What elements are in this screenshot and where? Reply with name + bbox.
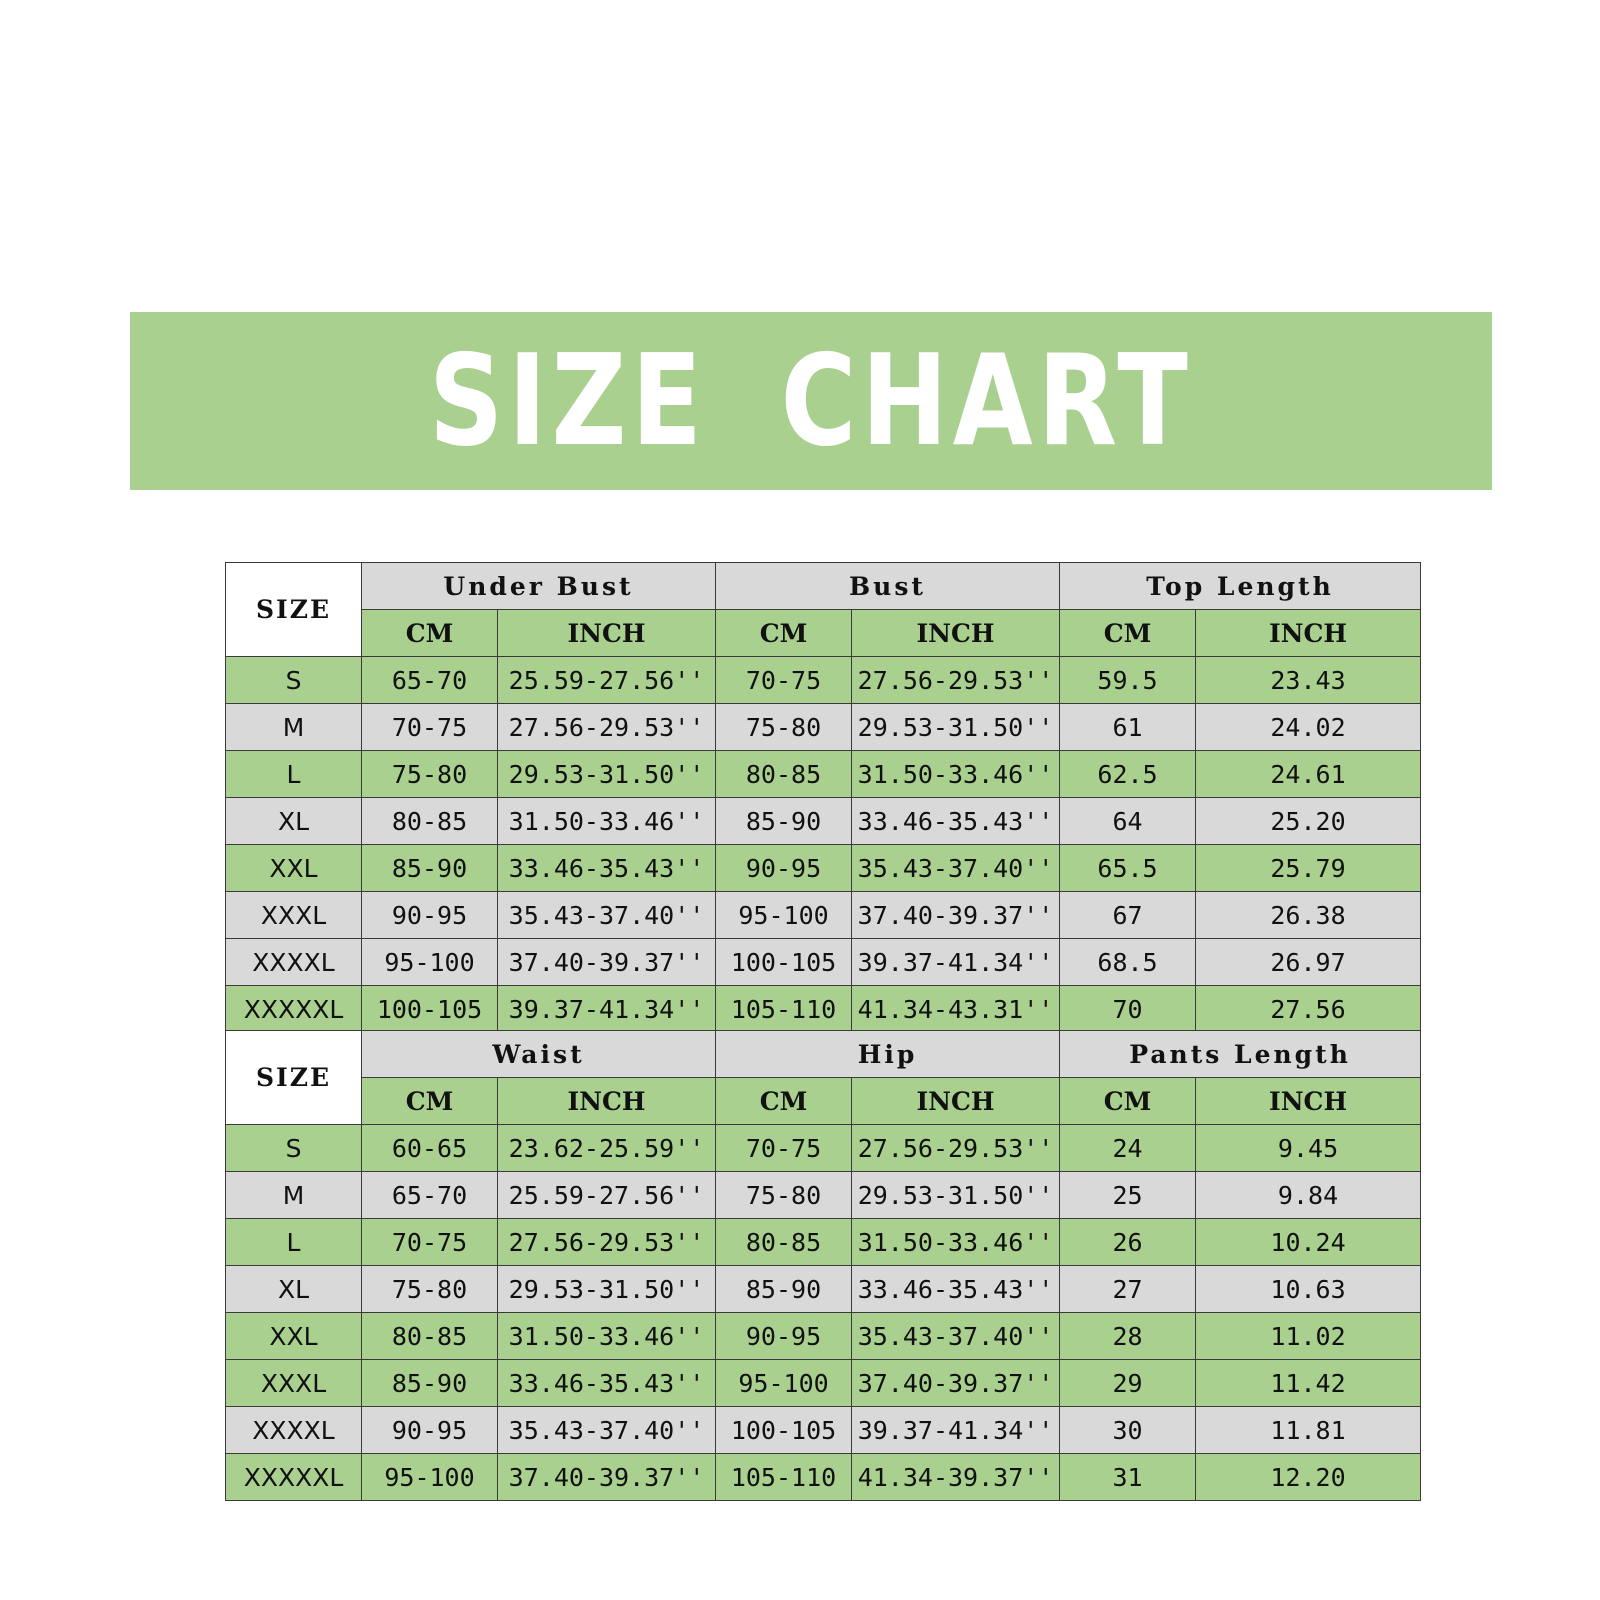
size-cell: M	[226, 1172, 362, 1219]
under-bust-inch-cell: 25.59-27.56''	[498, 657, 716, 704]
under-bust-cm-cell: 80-85	[362, 798, 498, 845]
top-length-inch-cell: 26.97	[1196, 939, 1421, 986]
bust-inch-cell: 33.46-35.43''	[852, 798, 1060, 845]
unit-header-inch: INCH	[1196, 1078, 1421, 1125]
size-header: SIZE	[226, 563, 362, 657]
bust-cm-cell: 75-80	[716, 704, 852, 751]
hip-cm-cell: 95-100	[716, 1360, 852, 1407]
under-bust-inch-cell: 37.40-39.37''	[498, 939, 716, 986]
under-bust-inch-cell: 31.50-33.46''	[498, 798, 716, 845]
group-header-under-bust: Under Bust	[362, 563, 716, 610]
size-cell: S	[226, 657, 362, 704]
unit-header-inch: INCH	[1196, 610, 1421, 657]
size-table-upper	[225, 562, 1421, 1033]
table-row	[226, 892, 1421, 939]
pants-length-cm-cell: 24	[1060, 1125, 1196, 1172]
under-bust-cm-cell: 90-95	[362, 892, 498, 939]
top-length-cm-cell: 65.5	[1060, 845, 1196, 892]
table-row	[226, 1360, 1421, 1407]
unit-header-cm: CM	[1060, 1078, 1196, 1125]
waist-inch-cell: 31.50-33.46''	[498, 1313, 716, 1360]
table-row	[226, 986, 1421, 1033]
hip-cm-cell: 80-85	[716, 1219, 852, 1266]
waist-cm-cell: 60-65	[362, 1125, 498, 1172]
size-header: SIZE	[226, 1031, 362, 1125]
size-cell: XXXXXL	[226, 986, 362, 1033]
unit-header-cm: CM	[1060, 610, 1196, 657]
top-length-inch-cell: 24.61	[1196, 751, 1421, 798]
unit-header-inch: INCH	[498, 1078, 716, 1125]
table-row	[226, 1407, 1421, 1454]
top-length-cm-cell: 59.5	[1060, 657, 1196, 704]
hip-cm-cell: 75-80	[716, 1172, 852, 1219]
pants-length-inch-cell: 11.42	[1196, 1360, 1421, 1407]
pants-length-inch-cell: 11.02	[1196, 1313, 1421, 1360]
table-row	[226, 704, 1421, 751]
bust-inch-cell: 37.40-39.37''	[852, 892, 1060, 939]
bust-inch-cell: 41.34-43.31''	[852, 986, 1060, 1033]
top-length-cm-cell: 67	[1060, 892, 1196, 939]
top-length-inch-cell: 27.56	[1196, 986, 1421, 1033]
size-cell: S	[226, 1125, 362, 1172]
hip-inch-cell: 39.37-41.34''	[852, 1407, 1060, 1454]
top-length-cm-cell: 61	[1060, 704, 1196, 751]
hip-cm-cell: 105-110	[716, 1454, 852, 1501]
table-row	[226, 1313, 1421, 1360]
hip-cm-cell: 100-105	[716, 1407, 852, 1454]
group-header-pants-length: Pants Length	[1060, 1031, 1421, 1078]
size-cell: M	[226, 704, 362, 751]
size-cell: XL	[226, 1266, 362, 1313]
hip-inch-cell: 37.40-39.37''	[852, 1360, 1060, 1407]
group-header-bust: Bust	[716, 563, 1060, 610]
bust-cm-cell: 100-105	[716, 939, 852, 986]
under-bust-cm-cell: 85-90	[362, 845, 498, 892]
waist-cm-cell: 85-90	[362, 1360, 498, 1407]
table-row	[226, 657, 1421, 704]
size-cell: L	[226, 1219, 362, 1266]
under-bust-inch-cell: 39.37-41.34''	[498, 986, 716, 1033]
under-bust-cm-cell: 65-70	[362, 657, 498, 704]
banner-title: SIZE CHART	[429, 327, 1193, 474]
group-header-waist: Waist	[362, 1031, 716, 1078]
under-bust-cm-cell: 100-105	[362, 986, 498, 1033]
bust-inch-cell: 27.56-29.53''	[852, 657, 1060, 704]
unit-header-cm: CM	[362, 610, 498, 657]
table-row	[226, 1266, 1421, 1313]
size-cell: L	[226, 751, 362, 798]
waist-cm-cell: 70-75	[362, 1219, 498, 1266]
size-cell: XXXL	[226, 892, 362, 939]
pants-length-inch-cell: 9.84	[1196, 1172, 1421, 1219]
top-length-cm-cell: 64	[1060, 798, 1196, 845]
unit-header-inch: INCH	[852, 610, 1060, 657]
group-header-top-length: Top Length	[1060, 563, 1421, 610]
size-chart-banner	[130, 312, 1492, 490]
waist-cm-cell: 75-80	[362, 1266, 498, 1313]
hip-inch-cell: 35.43-37.40''	[852, 1313, 1060, 1360]
waist-cm-cell: 90-95	[362, 1407, 498, 1454]
waist-cm-cell: 65-70	[362, 1172, 498, 1219]
waist-inch-cell: 33.46-35.43''	[498, 1360, 716, 1407]
table-row	[226, 939, 1421, 986]
hip-cm-cell: 90-95	[716, 1313, 852, 1360]
bust-inch-cell: 35.43-37.40''	[852, 845, 1060, 892]
pants-length-cm-cell: 25	[1060, 1172, 1196, 1219]
hip-inch-cell: 27.56-29.53''	[852, 1125, 1060, 1172]
waist-cm-cell: 80-85	[362, 1313, 498, 1360]
bust-inch-cell: 39.37-41.34''	[852, 939, 1060, 986]
top-length-inch-cell: 25.79	[1196, 845, 1421, 892]
waist-inch-cell: 29.53-31.50''	[498, 1266, 716, 1313]
waist-cm-cell: 95-100	[362, 1454, 498, 1501]
unit-header-inch: INCH	[852, 1078, 1060, 1125]
under-bust-inch-cell: 29.53-31.50''	[498, 751, 716, 798]
waist-inch-cell: 25.59-27.56''	[498, 1172, 716, 1219]
unit-header-inch: INCH	[498, 610, 716, 657]
pants-length-cm-cell: 30	[1060, 1407, 1196, 1454]
top-length-cm-cell: 68.5	[1060, 939, 1196, 986]
hip-cm-cell: 70-75	[716, 1125, 852, 1172]
under-bust-cm-cell: 95-100	[362, 939, 498, 986]
pants-length-cm-cell: 27	[1060, 1266, 1196, 1313]
top-length-cm-cell: 62.5	[1060, 751, 1196, 798]
top-length-inch-cell: 25.20	[1196, 798, 1421, 845]
table-row	[226, 798, 1421, 845]
table-row	[226, 1172, 1421, 1219]
unit-header-cm: CM	[716, 610, 852, 657]
group-header-hip: Hip	[716, 1031, 1060, 1078]
bust-inch-cell: 29.53-31.50''	[852, 704, 1060, 751]
waist-inch-cell: 23.62-25.59''	[498, 1125, 716, 1172]
under-bust-inch-cell: 33.46-35.43''	[498, 845, 716, 892]
pants-length-cm-cell: 26	[1060, 1219, 1196, 1266]
unit-header-cm: CM	[362, 1078, 498, 1125]
top-length-inch-cell: 23.43	[1196, 657, 1421, 704]
table-row	[226, 845, 1421, 892]
pants-length-cm-cell: 29	[1060, 1360, 1196, 1407]
size-cell: XXXXL	[226, 1407, 362, 1454]
hip-inch-cell: 31.50-33.46''	[852, 1219, 1060, 1266]
bust-cm-cell: 80-85	[716, 751, 852, 798]
under-bust-cm-cell: 75-80	[362, 751, 498, 798]
size-cell: XXL	[226, 1313, 362, 1360]
bust-cm-cell: 95-100	[716, 892, 852, 939]
pants-length-inch-cell: 11.81	[1196, 1407, 1421, 1454]
bust-inch-cell: 31.50-33.46''	[852, 751, 1060, 798]
top-length-cm-cell: 70	[1060, 986, 1196, 1033]
pants-length-cm-cell: 28	[1060, 1313, 1196, 1360]
under-bust-cm-cell: 70-75	[362, 704, 498, 751]
waist-inch-cell: 27.56-29.53''	[498, 1219, 716, 1266]
table-row	[226, 1219, 1421, 1266]
hip-inch-cell: 33.46-35.43''	[852, 1266, 1060, 1313]
table-row	[226, 751, 1421, 798]
size-cell: XXXXL	[226, 939, 362, 986]
top-length-inch-cell: 26.38	[1196, 892, 1421, 939]
size-table-lower	[225, 1030, 1421, 1501]
waist-inch-cell: 37.40-39.37''	[498, 1454, 716, 1501]
pants-length-cm-cell: 31	[1060, 1454, 1196, 1501]
size-cell: XL	[226, 798, 362, 845]
bust-cm-cell: 85-90	[716, 798, 852, 845]
unit-header-cm: CM	[716, 1078, 852, 1125]
waist-inch-cell: 35.43-37.40''	[498, 1407, 716, 1454]
hip-inch-cell: 29.53-31.50''	[852, 1172, 1060, 1219]
under-bust-inch-cell: 27.56-29.53''	[498, 704, 716, 751]
hip-inch-cell: 41.34-39.37''	[852, 1454, 1060, 1501]
table-row	[226, 1125, 1421, 1172]
hip-cm-cell: 85-90	[716, 1266, 852, 1313]
pants-length-inch-cell: 12.20	[1196, 1454, 1421, 1501]
bust-cm-cell: 105-110	[716, 986, 852, 1033]
size-cell: XXXL	[226, 1360, 362, 1407]
bust-cm-cell: 70-75	[716, 657, 852, 704]
top-length-inch-cell: 24.02	[1196, 704, 1421, 751]
pants-length-inch-cell: 10.63	[1196, 1266, 1421, 1313]
under-bust-inch-cell: 35.43-37.40''	[498, 892, 716, 939]
table-row	[226, 1454, 1421, 1501]
size-cell: XXL	[226, 845, 362, 892]
pants-length-inch-cell: 10.24	[1196, 1219, 1421, 1266]
pants-length-inch-cell: 9.45	[1196, 1125, 1421, 1172]
size-cell: XXXXXL	[226, 1454, 362, 1501]
bust-cm-cell: 90-95	[716, 845, 852, 892]
